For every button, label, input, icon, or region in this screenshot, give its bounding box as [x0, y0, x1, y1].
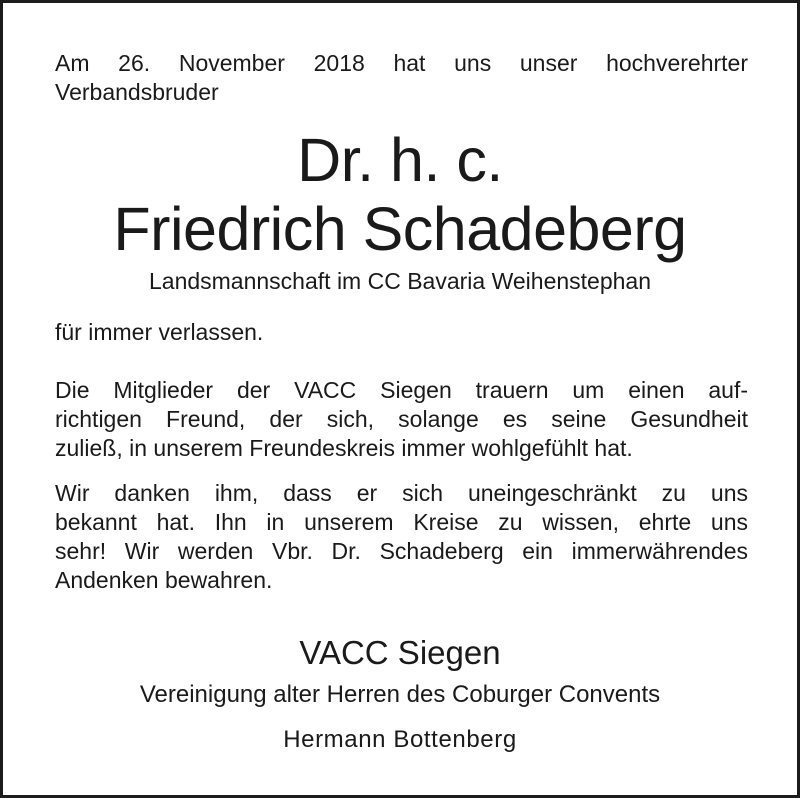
gratitude-paragraph	[55, 479, 748, 595]
paragraph-line: Andenken bewahren.	[55, 567, 273, 593]
deceased-name: Friedrich Schadeberg	[113, 195, 687, 263]
farewell-text: für immer verlassen.	[55, 319, 264, 345]
paragraph-line: richtigen Freund, der sich, solange es seine Gesundheit	[55, 406, 748, 432]
deceased-affiliation: Landsmannschaft im CC Bavaria Weihenstephan	[148, 268, 651, 294]
signature-organization: VACC Siegen	[299, 634, 501, 671]
paragraph-line: zuließ, in unserem Freundeskreis immer wohlgefühlt hat.	[55, 435, 633, 461]
deceased-title: Dr. h. c.	[297, 126, 503, 194]
paragraph-line: bekannt hat. Ihn in unserem Kreise zu wissen, ehrte uns	[55, 509, 748, 535]
signature-signer: Hermann Bottenberg	[283, 726, 517, 753]
paragraph-line: Wir danken ihm, dass er sich uneingeschränkt zu uns	[55, 480, 748, 506]
mourning-paragraph	[55, 376, 748, 463]
intro-text: Am 26. November 2018 hat uns unser hochverehrter Verbandsbruder	[55, 50, 748, 105]
paragraph-line: Die Mitglieder der VACC Siegen trauern um einen auf-	[55, 377, 748, 403]
paragraph-line: sehr! Wir werden Vbr. Dr. Schadeberg ein immerwährendes	[55, 538, 748, 564]
signature-organization-full: Vereinigung alter Herren des Coburger Convents	[139, 681, 661, 708]
